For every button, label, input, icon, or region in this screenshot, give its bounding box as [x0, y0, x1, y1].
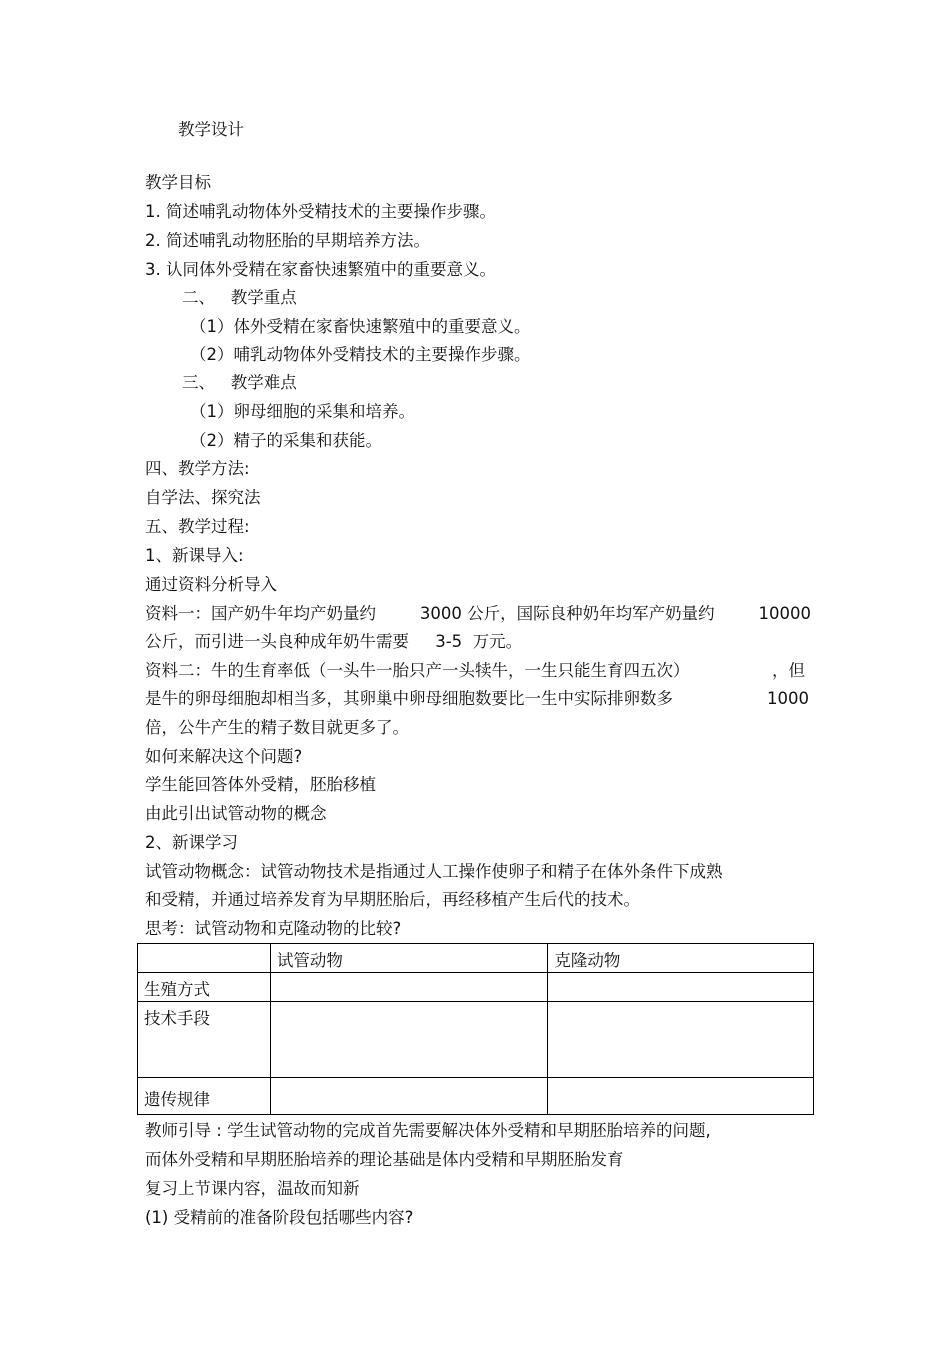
guide-line-2: 而体外受精和早期胚胎培养的理论基础是体内受精和早期胚胎发育 [145, 1150, 624, 1169]
process-heading: 五、教学过程: [145, 517, 250, 536]
difficulty-2: （2）精子的采集和获能。 [190, 431, 382, 450]
review-text: 复习上节课内容，温故而知新 [145, 1179, 360, 1198]
material1-line2: 公斤，而引进一头良种成年奶牛需要 3-5 万元。 [145, 632, 523, 651]
table-row [138, 973, 814, 1002]
methods-heading: 四、教学方法: [145, 459, 250, 478]
difficulties-heading: 三、 教学难点 [182, 373, 297, 392]
key-point-2: （2）哺乳动物体外受精技术的主要操作步骤。 [190, 345, 531, 364]
methods-text: 自学法、探究法 [145, 488, 261, 507]
concept-line-1: 试管动物概念：试管动物技术是指通过人工操作使卵子和精子在体外条件下成熟 [145, 862, 723, 881]
table-row-label: 生殖方式 [138, 973, 271, 1002]
question-1: (1) 受精前的准备阶段包括哪些内容? [145, 1208, 414, 1227]
comparison-table [137, 943, 814, 1115]
key-point-1: （1）体外受精在家畜快速繁殖中的重要意义。 [190, 317, 531, 336]
table-row-label: 遗传规律 [138, 1078, 271, 1115]
concept-line-2: 和受精，并通过培养发育为早期胚胎后，再经移植产生后代的技术。 [145, 890, 640, 909]
difficulty-1: （1）卵母细胞的采集和培养。 [190, 402, 415, 421]
material2-part-b: ，但 [772, 661, 805, 680]
material2-line2 [145, 688, 809, 710]
table-cell [270, 1002, 548, 1078]
table-cell [548, 973, 814, 1002]
material2-part-a: 资料二：牛的生育率低（一头牛一胎只产一头犊牛，一生只能生育四五次） [145, 661, 690, 680]
intro-text: 通过资料分析导入 [145, 575, 277, 594]
table-cell [270, 973, 548, 1002]
guide-line-1: 教师引导 : 学生试管动物的完成首先需要解决体外受精和早期胚胎培养的问题, [145, 1121, 711, 1140]
material2-line2-text: 是牛的卵母细胞却相当多，其卵巢中卵母细胞数要比一生中实际排卵数多 [145, 689, 673, 708]
objective-2: 2. 简述哺乳动物胚胎的早期培养方法。 [145, 231, 430, 250]
think-text: 思考：试管动物和克隆动物的比较? [145, 919, 402, 938]
objective-1: 1. 简述哺乳动物体外受精技术的主要操作步骤。 [145, 202, 496, 221]
table-row [138, 1078, 814, 1115]
learn-heading: 2、新课学习 [145, 833, 238, 852]
table-header-cell: 克隆动物 [548, 944, 814, 973]
material1-line1 [145, 603, 811, 625]
material1-part-b: 3000 公斤，国际良种奶年均军产奶量约 [419, 604, 715, 623]
material2-line3: 倍，公牛产生的精子数目就更多了。 [145, 718, 409, 737]
question-text: 如何来解决这个问题? [145, 747, 303, 766]
table-row-label: 技术手段 [138, 1002, 271, 1078]
material1-part-c: 10000 [758, 604, 811, 623]
document-title: 教学设计 [178, 120, 244, 139]
answer-text: 学生能回答体外受精，胚胎移植 [145, 775, 376, 794]
material2-line2-number: 1000 [767, 689, 809, 708]
table-cell [270, 1078, 548, 1115]
objectives-heading: 教学目标 [145, 173, 211, 192]
lead-text: 由此引出试管动物的概念 [145, 804, 327, 823]
table-header-cell: 试管动物 [270, 944, 548, 973]
table-cell [548, 1078, 814, 1115]
objective-3: 3. 认同体外受精在家畜快速繁殖中的重要意义。 [145, 260, 496, 279]
key-points-heading: 二、 教学重点 [182, 288, 297, 307]
intro-heading: 1、新课导入: [145, 546, 244, 565]
table-row [138, 1002, 814, 1078]
table-header-cell [138, 944, 271, 973]
table-cell [548, 1002, 814, 1078]
material2-line1 [145, 660, 805, 682]
table-header-row [138, 944, 814, 973]
material1-part-a: 资料一：国产奶牛年均产奶量约 [145, 604, 376, 623]
